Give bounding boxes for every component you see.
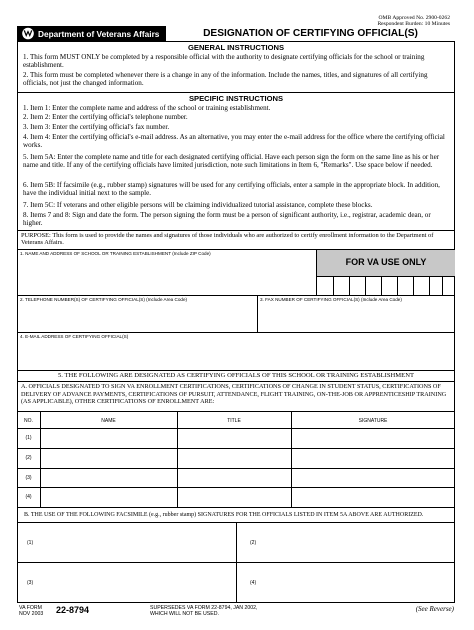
va-cell-divider	[442, 276, 443, 295]
omb-approved: OMB Approved No. 2900-0262	[378, 15, 450, 21]
divider	[257, 295, 258, 332]
form-date: NOV 2003	[19, 611, 44, 617]
official-signature-field[interactable]	[292, 488, 453, 506]
va-cell-divider	[349, 276, 350, 295]
col-signature-header: SIGNATURE	[358, 418, 388, 424]
item4-label: 4. E-MAIL ADDRESS OF CERTIFYING OFFICIAL(S)	[20, 334, 129, 339]
section5-heading: 5. THE FOLLOWING ARE DESIGNATED AS CERTIFYING OFFICIALS OF THIS SCHOOL OR TRAINING ESTABLISHMENT	[57, 372, 414, 379]
supersedes-line-1: SUPERSEDES VA FORM 22-8794, JAN 2002,	[150, 605, 258, 611]
facsimile-number: (1)	[27, 540, 34, 546]
item2-label: 2. TELEPHONE NUMBER(S) OF CERTIFYING OFFICIAL(S) (Include Area Code)	[20, 297, 188, 302]
table-row	[17, 428, 455, 448]
facsimile-number: (4)	[250, 580, 257, 586]
item3-label: 3. FAX NUMBER OF CERTIFYING OFFICIAL(S) (Include Area Code)	[260, 297, 402, 302]
fax-field[interactable]	[260, 303, 452, 330]
official-title-field[interactable]	[178, 429, 290, 447]
purpose-text: PURPOSE: This form is used to provide the names and signatures of those individuals who are authorized to certify enrollment information to the Department of Veterans Affairs.	[21, 232, 434, 247]
va-seal-icon	[20, 27, 36, 40]
official-title-field[interactable]	[178, 449, 290, 467]
specific-instruction-3: 3. Item 3: Enter the certifying official's fax number.	[23, 123, 170, 131]
row-number: (4)	[25, 494, 32, 500]
specific-instruction-7: 7. Item 5C: If veterans and other eligible persons will be claiming individualized tutorial assistance, complete these blocks.	[23, 201, 373, 209]
specific-instruction-1: 1. Item 1: Enter the complete name and address of the school or training establishment.	[23, 104, 271, 112]
agency-name: Department of Veterans Affairs	[38, 29, 160, 39]
facsimile-signature-field[interactable]	[262, 524, 452, 560]
official-title-field[interactable]	[178, 488, 290, 506]
table-row	[17, 468, 455, 487]
official-name-field[interactable]	[41, 488, 176, 506]
divider	[17, 562, 455, 563]
respondent-burden: Respondent Burden: 10 Minutes	[377, 21, 450, 28]
row-number: (1)	[25, 435, 32, 441]
specific-instruction-5: 5. Item 5A: Enter the complete name and title for each designated certifying official. Have each person sign the form on the same line as his or her name and title. If any of the certifying officials have limited jurisdiction, note such limitations in Item 6, "Remarks". Use space below if needed.	[23, 153, 440, 170]
divider	[17, 370, 455, 371]
facsimile-number: (3)	[27, 580, 34, 586]
facsimile-signature-field[interactable]	[40, 564, 233, 601]
va-use-only-label: FOR VA USE ONLY	[345, 257, 427, 267]
supersedes-block	[150, 605, 257, 617]
col-title-header: TITLE	[227, 418, 241, 424]
divider	[316, 276, 455, 277]
specific-instruction-8: 8. Items 7 and 8: Sign and date the form. The person signing the form must be a person of significant authority, i.e., registrar, academic dean, or higher.	[23, 211, 431, 228]
divider	[17, 92, 455, 93]
general-instruction-1: 1. This form MUST ONLY be completed by a responsible official with the authority to designate certifying officials for the school or training establishment.	[23, 53, 425, 70]
va-cell-divider	[333, 276, 334, 295]
specific-instruction-6: 6. Item 5B: If facsimile (e.g., rubber stamp) signatures will be used for any certifying officials, enter a sample in the appropriate block. In addition, have the individual initial next to the sample.	[23, 181, 440, 198]
va-cell-divider	[397, 276, 398, 295]
school-name-address-field[interactable]	[20, 257, 314, 292]
col-name-header: NAME	[101, 418, 116, 424]
form-number: 22-8794	[56, 605, 90, 615]
official-signature-field[interactable]	[292, 469, 453, 486]
va-form-label: VA FORM	[19, 605, 42, 611]
row-number: (3)	[25, 475, 32, 481]
facsimile-number: (2)	[250, 540, 257, 546]
divider	[17, 230, 455, 231]
va-cell-divider	[365, 276, 366, 295]
telephone-field[interactable]	[20, 303, 254, 330]
facsimile-signature-field[interactable]	[262, 564, 452, 601]
va-cell-divider	[381, 276, 382, 295]
col-no-header: NO.	[24, 418, 33, 424]
form-id-block	[19, 605, 43, 617]
facsimile-signature-field[interactable]	[40, 524, 233, 560]
official-title-field[interactable]	[178, 469, 290, 486]
official-name-field[interactable]	[41, 449, 176, 467]
official-signature-field[interactable]	[292, 449, 453, 467]
specific-instruction-2: 2. Item 2: Enter the certifying official's telephone number.	[23, 113, 188, 121]
table-row	[17, 487, 455, 507]
divider	[17, 411, 455, 412]
table-row	[17, 448, 455, 468]
divider	[316, 249, 317, 295]
email-field[interactable]	[20, 340, 450, 368]
official-name-field[interactable]	[41, 469, 176, 486]
specific-instructions-heading: SPECIFIC INSTRUCTIONS	[188, 94, 284, 103]
va-use-only-box	[317, 250, 455, 276]
divider	[17, 295, 455, 296]
section5b-text: B. THE USE OF THE FOLLOWING FACSIMILE (e.g., rubber stamp) SIGNATURES FOR THE OFFICIALS LISTED IN ITEM 5A ABOVE ARE AUTHORIZED.	[24, 512, 424, 518]
official-name-field[interactable]	[41, 429, 176, 447]
row-number: (2)	[25, 455, 32, 461]
general-instructions-heading: GENERAL INSTRUCTIONS	[187, 43, 285, 52]
supersedes-line-2: WHICH WILL NOT BE USED.	[150, 611, 219, 617]
divider	[17, 507, 455, 508]
va-cell-divider	[429, 276, 430, 295]
section5a-text: A. OFFICIALS DESIGNATED TO SIGN VA ENROLLMENT CERTIFICATIONS, CERTIFICATIONS OF CHANGE IN STUDENT STATUS, CERTIFICATIONS OF DELIVERY OF ADVANCE PAYMENTS, CERTIFICATIONS OF PURSUIT, ATTENDANCE, FLIGHT TRAINING, ON-THE-JOB OR APPRENTICESHIP TRAINING (AS APPLICABLE), OTHER CERTIFICATIONS OF ENROLLMENT ARE:	[21, 383, 447, 406]
divider	[17, 381, 455, 382]
specific-instruction-4: 4. Item 4: Enter the certifying official's e-mail address. As an alternative, you may enter the e-mail address for the office where the certifying official works.	[23, 133, 445, 150]
general-instruction-2: 2. This form must be completed whenever there is a change in any of the information. Include the names, titles, and signatures of all certifying officials, not just the changed information.	[23, 71, 428, 88]
va-cell-divider	[413, 276, 414, 295]
divider	[17, 332, 455, 333]
form-title: DESIGNATION OF CERTIFYING OFFICIAL(S)	[203, 28, 418, 39]
official-signature-field[interactable]	[292, 429, 453, 447]
see-reverse-note: (See Reverse)	[415, 605, 454, 613]
item1-label: 1. NAME AND ADDRESS OF SCHOOL OR TRAINING ESTABLISHMENT (Include ZIP Code)	[20, 251, 211, 256]
agency-banner	[17, 26, 166, 41]
